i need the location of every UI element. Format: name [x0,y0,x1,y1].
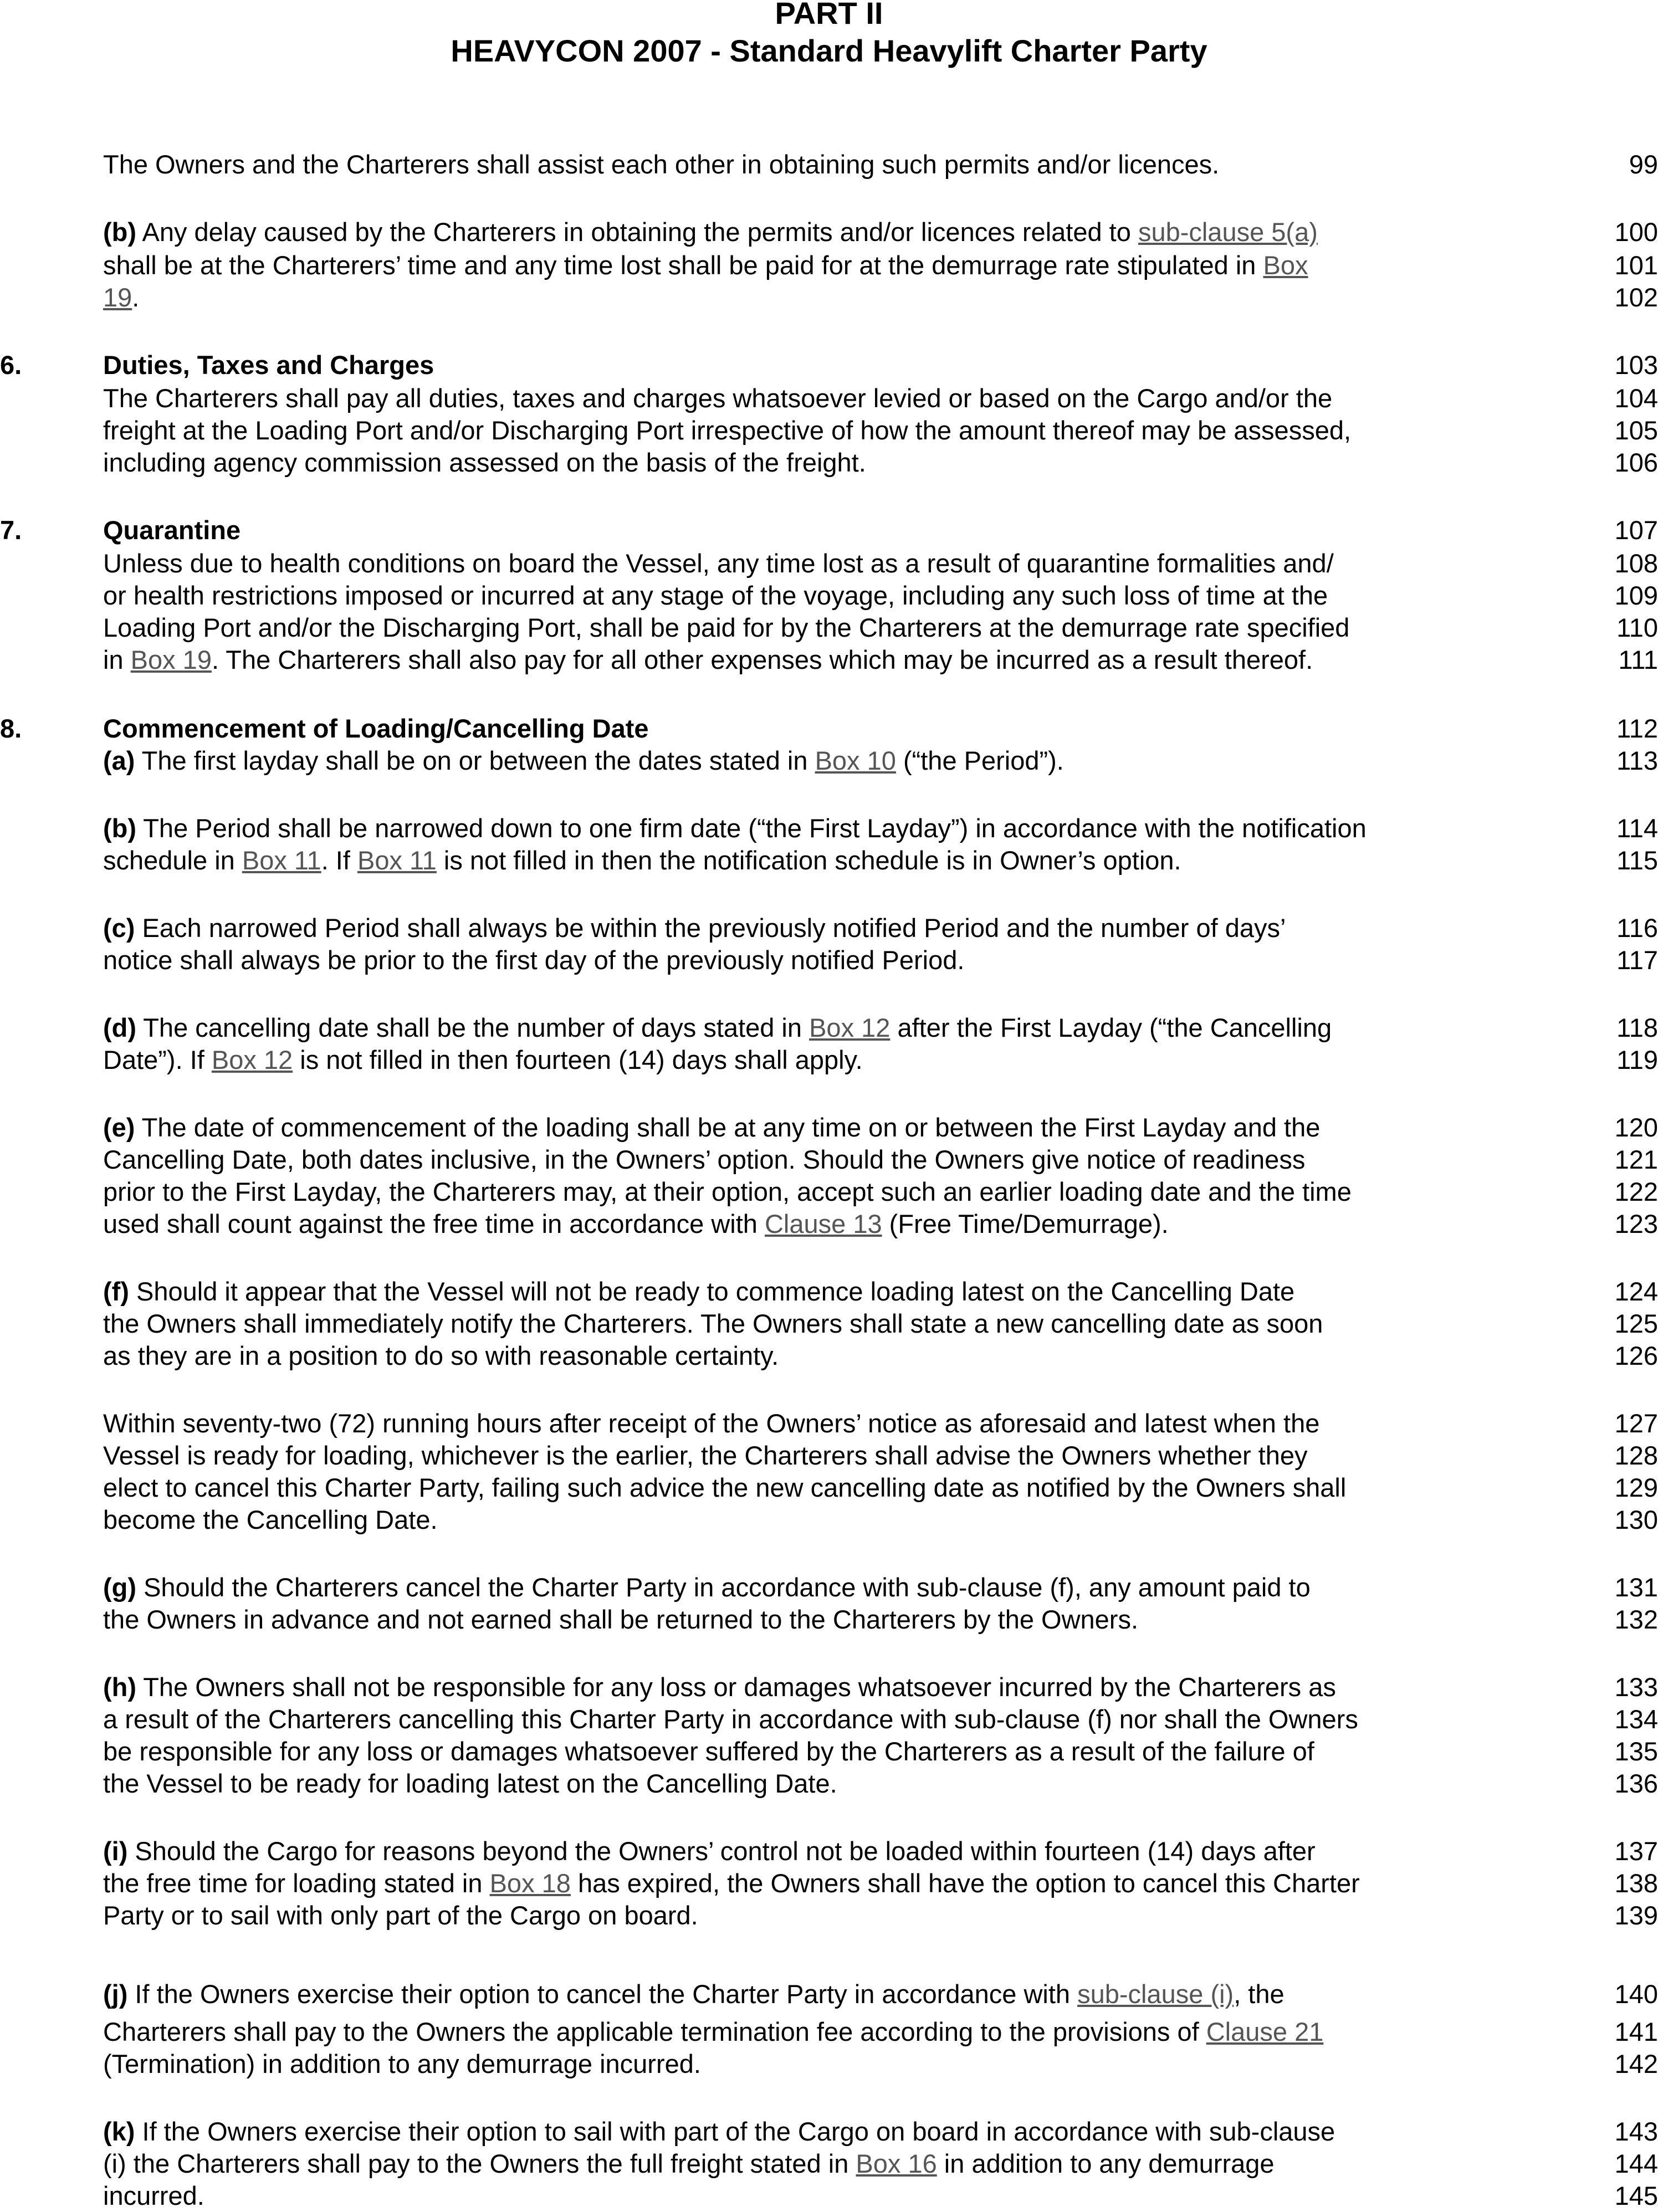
line-number: 145 [1614,2181,1658,2210]
text-segment: . The Charterers shall also pay for all other expenses which may be incurred as a result thereof. [211,645,1313,674]
line-number: 107 [1614,515,1658,545]
bold-text: (h) [103,1672,137,1702]
line-number: 136 [1614,1769,1658,1798]
line-text [103,2148,1275,2180]
text-segment: The Owners shall not be responsible for any loss or damages whatsoever incurred by the Charterers as [136,1672,1336,1702]
text-segment: is not filled in then the notification schedule is in Owner’s option. [436,846,1181,875]
document-line [0,2180,1658,2212]
text-segment: elect to cancel this Charter Party, failing such advice the new cancelling date as notified by the Owners shall [103,1473,1347,1502]
bold-text: (i) [103,1836,128,1866]
document-line [0,1308,1658,1340]
text-segment: schedule in [103,846,242,875]
cross-reference-link[interactable]: Clause 13 [764,1209,882,1238]
document-line [0,1472,1658,1504]
line-text [103,713,649,745]
line-number: 138 [1614,1868,1658,1898]
document-line [0,745,1658,777]
line-number: 104 [1614,383,1658,413]
cross-reference-link[interactable]: Box 11 [242,846,321,875]
line-text [103,1768,837,1800]
line-text [103,2048,701,2080]
line-text [103,1899,698,1932]
document-line [0,1978,1658,2010]
document-line [0,1176,1658,1208]
document-line [0,1899,1658,1932]
line-number: 106 [1614,448,1658,477]
text-segment: incurred. [103,2181,204,2210]
line-number: 108 [1614,549,1658,578]
line-text [103,281,139,314]
line-number: 113 [1616,746,1658,775]
document-line [0,1276,1658,1308]
line-text [103,1144,1305,1176]
bold-text: (a) [103,746,135,775]
line-text [103,349,434,381]
cross-reference-link[interactable]: Box 10 [815,746,896,775]
bold-text: (d) [103,1013,137,1042]
line-text [103,514,240,546]
text-segment: Date”). If [103,1045,212,1074]
line-number: 99 [1629,150,1658,179]
line-text [103,1835,1316,1867]
document-line [0,1440,1658,1472]
text-segment: notice shall always be prior to the first day of the previously notified Period. [103,945,965,975]
line-number: 139 [1614,1901,1658,1930]
text-segment: be responsible for any loss or damages whatsoever suffered by the Charterers as a result of the failure of [103,1737,1314,1766]
text-segment: . [132,283,140,312]
text-segment: Vessel is ready for loading, whichever is the earlier, the Charterers shall advise the Owners whether they [103,1441,1308,1470]
bold-text: (j) [103,1979,128,2009]
text-segment: freight at the Loading Port and/or Discharging Port irrespective of how the amount thereof may be assessed, [103,416,1352,445]
document-line [0,713,1658,745]
document-line [0,2116,1658,2148]
line-number: 119 [1616,1045,1658,1074]
cross-reference-link[interactable]: Box [1263,250,1308,280]
text-segment: a result of the Charterers cancelling this Charter Party in accordance with sub-clause (f) nor shall the Owners [103,1704,1358,1734]
line-number: 124 [1614,1277,1658,1306]
text-segment: is not filled in then fourteen (14) days shall apply. [293,1045,863,1074]
clause-number: 8. [0,714,22,743]
line-text [103,1735,1314,1768]
document-line [0,1340,1658,1372]
line-number: 110 [1616,613,1658,642]
line-number: 123 [1614,1209,1658,1238]
line-text [103,216,1318,248]
line-number: 142 [1614,2049,1658,2078]
document-line [0,1768,1658,1800]
cross-reference-link[interactable]: Clause 21 [1206,2017,1324,2046]
text-segment: Loading Port and/or the Discharging Port, shall be paid for by the Charterers at the demurrage rate specified [103,613,1350,642]
part-heading: PART II [775,0,883,30]
line-text [103,1504,438,1536]
cross-reference-link[interactable]: Box 16 [856,2149,937,2178]
bold-text: (c) [103,913,135,943]
line-number: 112 [1616,714,1658,743]
cross-reference-link[interactable]: 19 [103,283,132,312]
document-line [0,149,1658,181]
line-text [103,414,1351,447]
document-line [0,2048,1658,2080]
line-number: 121 [1614,1145,1658,1174]
text-segment: Charterers shall pay to the Owners the applicable termination fee according to the provisions of [103,2017,1206,2046]
text-segment: (Termination) in addition to any demurrage incurred. [103,2049,701,2078]
line-text [103,447,866,479]
bold-text: (f) [103,1277,129,1306]
line-number: 128 [1614,1441,1658,1470]
bold-text: (e) [103,1113,135,1142]
line-text [103,149,1219,181]
document-line [0,644,1658,676]
bold-text: Duties, Taxes and Charges [103,350,434,380]
text-segment: used shall count against the free time in accordance with [103,1209,765,1238]
bold-text: (k) [103,2117,135,2146]
clause-number: 6. [0,350,22,380]
text-segment: The first layday shall be on or between the dates stated in [135,746,815,775]
line-text [103,612,1349,644]
text-segment: The Period shall be narrowed down to one firm date (“the First Layday”) in accordance with the notification [136,813,1367,843]
text-segment: Within seventy-two (72) running hours after receipt of the Owners’ notice as aforesaid and latest when the [103,1409,1320,1438]
line-number: 133 [1614,1672,1658,1702]
text-segment: the Owners in advance and not earned shall be returned to the Charterers by the Owners. [103,1605,1139,1634]
cross-reference-link[interactable]: Box 12 [809,1013,891,1042]
line-number: 140 [1614,1979,1658,2009]
line-number: 143 [1614,2117,1658,2146]
line-number: 141 [1614,2017,1658,2046]
line-text [103,1703,1358,1735]
text-segment: (“the Period”). [895,746,1064,775]
document-line [0,1144,1658,1176]
line-text [103,1978,1285,2010]
line-text [103,1176,1352,1208]
document-line [0,1044,1658,1076]
cross-reference-link[interactable]: Box 12 [211,1045,293,1074]
document-line [0,912,1658,944]
line-text [103,2116,1335,2148]
line-number: 118 [1616,1013,1658,1042]
line-text [103,1671,1336,1703]
document-line [0,844,1658,877]
line-number: 130 [1614,1505,1658,1534]
text-segment: in addition to any demurrage [937,2149,1275,2178]
document-line [0,944,1658,976]
line-number: 102 [1614,283,1658,312]
document-line [0,447,1658,479]
line-number: 122 [1614,1177,1658,1206]
cross-reference-link[interactable]: sub-clause (i) [1077,1979,1234,2009]
line-number: 127 [1614,1409,1658,1438]
line-text [103,1440,1308,1472]
line-number: 114 [1616,813,1658,843]
line-text [103,944,964,976]
text-segment: shall be at the Charterers’ time and any time lost shall be paid for at the demurrage rate stipulated in [103,250,1263,280]
line-number: 120 [1614,1113,1658,1142]
document-line [0,1012,1658,1044]
clause-number: 7. [0,515,22,545]
line-number: 126 [1614,1341,1658,1370]
line-number: 129 [1614,1473,1658,1502]
document-line [0,349,1658,381]
text-segment: The date of commencement of the loading shall be at any time on or between the First Layday and the [135,1113,1321,1142]
text-segment: Should the Cargo for reasons beyond the Owners’ control not be loaded within fourteen (14) days after [127,1836,1316,1866]
document-line [0,1835,1658,1867]
text-segment: Unless due to health conditions on board the Vessel, any time lost as a result of quarantine formalities and/ [103,549,1334,578]
line-text [103,1407,1319,1440]
line-number: 116 [1616,913,1658,943]
line-text [103,1340,779,1372]
line-text [103,382,1332,414]
line-number: 109 [1614,581,1658,610]
cross-reference-link[interactable]: Box 19 [130,645,212,674]
bold-text: (g) [103,1573,137,1602]
line-text [103,1571,1311,1604]
text-segment: after the First Layday (“the Cancelling [890,1013,1332,1042]
text-segment: The Charterers shall pay all duties, taxes and charges whatsoever levied or based on the Cargo and/or the [103,383,1333,413]
line-text [103,1112,1320,1144]
line-text [103,1604,1138,1636]
line-number: 111 [1618,645,1658,674]
document-line [0,216,1658,248]
line-text [103,1208,1169,1240]
cross-reference-link[interactable]: Box 11 [357,846,437,875]
document-line [0,249,1658,281]
text-segment: in [103,645,131,674]
document-title: HEAVYCON 2007 - Standard Heavylift Charter Party [451,33,1207,68]
line-text [103,745,1064,777]
line-text [103,1308,1323,1340]
text-segment: Any delay caused by the Charterers in obtaining the permits and/or licences related to [136,217,1138,247]
document-line [0,1867,1658,1899]
document-line [0,1504,1658,1536]
text-segment: Should it appear that the Vessel will not be ready to commence loading latest on the Cancelling Date [129,1277,1295,1306]
document-line [0,580,1658,612]
line-number: 132 [1614,1605,1658,1634]
line-number: 144 [1614,2149,1658,2178]
text-segment: including agency commission assessed on the basis of the freight. [103,448,866,477]
line-text [103,547,1334,580]
document-line [0,1703,1658,1735]
cross-reference-link[interactable]: sub-clause 5(a) [1138,217,1318,247]
text-segment: The Owners and the Charterers shall assist each other in obtaining such permits and/or licences. [103,150,1220,179]
line-text [103,912,1286,944]
text-segment: Cancelling Date, both dates inclusive, in the Owners’ option. Should the Owners give notice of readiness [103,1145,1306,1174]
text-segment: become the Cancelling Date. [103,1505,438,1534]
document-line [0,1208,1658,1240]
line-number: 100 [1614,217,1658,247]
text-segment: Should the Charterers cancel the Charter Party in accordance with sub-clause (f), any amount paid to [136,1573,1311,1602]
document-line [0,612,1658,644]
text-segment: If the Owners exercise their option to cancel the Charter Party in accordance with [127,1979,1078,2009]
line-text [103,580,1328,612]
line-text [103,1012,1332,1044]
bold-text: Quarantine [103,515,241,545]
document-line [0,382,1658,414]
document-line [0,1571,1658,1604]
text-segment: (i) the Charterers shall pay to the Owners the full freight stated in [103,2149,856,2178]
bold-text: (b) [103,217,137,247]
line-number: 101 [1614,250,1658,280]
text-segment: the Vessel to be ready for loading latest on the Cancelling Date. [103,1769,837,1798]
line-text [103,2016,1323,2048]
line-number: 135 [1614,1737,1658,1766]
line-number: 134 [1614,1704,1658,1734]
line-number: 117 [1616,945,1658,975]
cross-reference-link[interactable]: Box 18 [489,1868,571,1898]
document-line [0,1112,1658,1144]
text-segment: the Owners shall immediately notify the Charterers. The Owners shall state a new cancelling date as soon [103,1309,1323,1338]
line-number: 105 [1614,416,1658,445]
line-number: 131 [1614,1573,1658,1602]
bold-text: Commencement of Loading/Cancelling Date [103,714,649,743]
document-line [0,1735,1658,1768]
line-number: 137 [1614,1836,1658,1866]
document-line [0,414,1658,447]
line-text [103,844,1181,877]
document-line [0,2016,1658,2048]
document-line [0,1604,1658,1636]
bold-text: (b) [103,813,137,843]
document-line [0,1671,1658,1703]
text-segment: Each narrowed Period shall always be within the previously notified Period and the number of days’ [135,913,1286,943]
text-segment: has expired, the Owners shall have the option to cancel this Charter [570,1868,1360,1898]
line-text [103,1044,863,1076]
line-text [103,1276,1294,1308]
document-line [0,2148,1658,2180]
text-segment: the free time for loading stated in [103,1868,490,1898]
text-segment: Party or to sail with only part of the Cargo on board. [103,1901,698,1930]
text-segment: If the Owners exercise their option to sail with part of the Cargo on board in accordance with sub-clause [135,2117,1335,2146]
text-segment: or health restrictions imposed or incurred at any stage of the voyage, including any such loss of time at the [103,581,1328,610]
text-segment: . If [321,846,357,875]
document-line [0,514,1658,546]
line-text [103,812,1367,844]
document-line [0,812,1658,844]
line-text [103,1867,1360,1899]
text-segment: prior to the First Layday, the Charterers may, at their option, accept such an earlier loading date and the time [103,1177,1352,1206]
line-text [103,2180,204,2212]
text-segment: (Free Time/Demurrage). [882,1209,1169,1238]
line-number: 115 [1616,846,1658,875]
line-text [103,644,1313,676]
line-number: 125 [1614,1309,1658,1338]
text-segment: as they are in a position to do so with reasonable certainty. [103,1341,779,1370]
line-text [103,249,1308,281]
document-line [0,281,1658,314]
text-segment: , the [1234,1979,1285,2009]
document-line [0,547,1658,580]
document-line [0,1407,1658,1440]
line-number: 103 [1614,350,1658,380]
text-segment: The cancelling date shall be the number of days stated in [136,1013,810,1042]
line-text [103,1472,1346,1504]
